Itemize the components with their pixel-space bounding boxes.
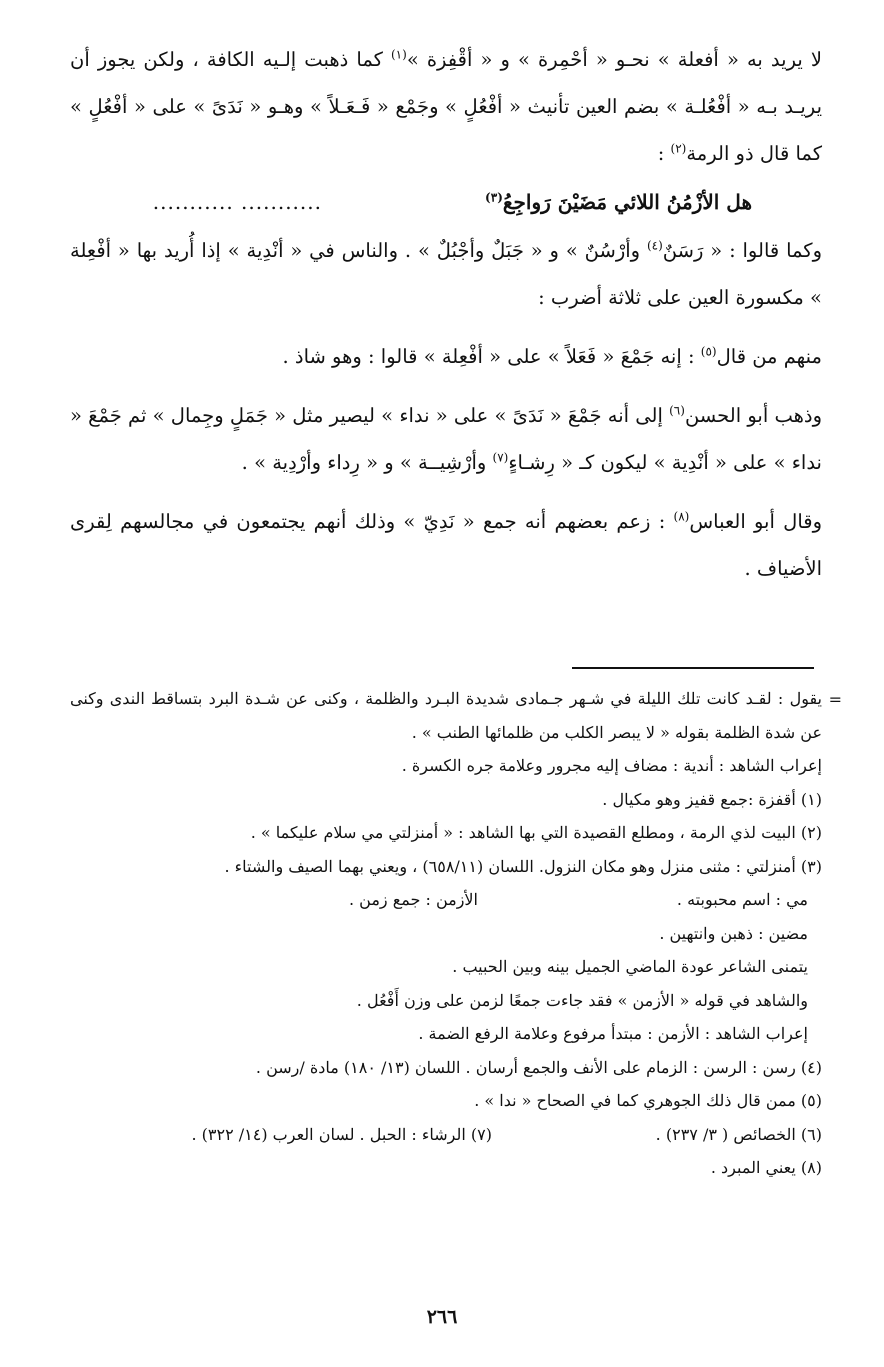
footnote-4: (٤) رسن : الرسن : الزمام على الأنف والجمع أرسان . اللسان (١٣/ ١٨٠) مادة /رسن . <box>255 1057 822 1077</box>
main-text <box>70 36 822 592</box>
footnotes <box>70 682 822 1185</box>
footnote-separator <box>572 667 814 669</box>
footnote-continued: يقول : لقـد كانت تلك الليلة في شـهر جـمادى شديدة البـرد والظلمة ، وكنى عن شـدة البرد بتساقط الندى وكنى عن شدة الظلمة بقوله « لا يبصر الكلب من ظلمائها الطنب » . <box>70 689 823 742</box>
paragraph-5: وقال أبو العباس$^{(٨)}$ : زعم بعضهم أنه جمع « نَدِيّ » وذلك أنهم يجتمعون في مجالسهم لِقرى الأضياف . <box>70 509 823 580</box>
footnote-6: (٦) الخصائص ( ٣/ ٢٣٧) . <box>655 1124 822 1144</box>
poetry-verse <box>70 177 822 227</box>
footnote-3-glossary-row <box>70 883 822 917</box>
footnote-ref-6: (٦) <box>669 403 685 418</box>
verse-second-hemistich: ........... ........... <box>152 190 322 214</box>
verse-first-hemistich: هل الأزْمُنُ اللائي مَضَيْنَ رَواجِعُ$^{(٣)}$ <box>485 190 752 214</box>
footnote-3-meaning: يتمنى الشاعر عودة الماضي الجميل بينه وبين الحبيب . <box>452 957 808 976</box>
footnote-1: (١) أقفزة :جمع قفيز وهو مكيال . <box>602 789 822 809</box>
footnote-3: (٣) أمنزلتي : مثنى منزل وهو مكان النزول. اللسان (٦٥٨/١١) ، ويعني بهما الصيف والشتاء . <box>224 856 822 876</box>
footnote-2: (٢) البيت لذي الرمة ، ومطلع القصيدة التي بها الشاهد : « أمنزلتي مي سلام عليكما » . <box>250 823 822 842</box>
footnote-6-7-row <box>70 1118 822 1152</box>
footnote-continued-parsing: إعراب الشاهد : أندية : مضاف إليه مجرور وعلامة جره الكسرة . <box>401 756 822 775</box>
footnote-ref-7: (٧) <box>492 450 509 465</box>
paragraph-4: وذهب أبو الحسن$^{(٦)}$ إلى أنه جَمْعَ « نَدَىً » على « نداء » ليصير مثل « جَمَلٍ وجِمال » ثم جَمْعَ « نداء » على « أنْدِية » ليكون كـ « رِشـاءٍ$^{(٧)}$ وأرْشِيــة » و « رِداء وأرْدِية » . <box>70 403 822 474</box>
footnote-ref-2: (٢) <box>670 141 687 156</box>
footnote-ref-3: (٣) <box>485 190 503 205</box>
page-number: ٢٦٦ <box>426 1306 458 1328</box>
paragraph-3: منهم من قال$^{(٥)}$ : إنه جَمْعَ « فَعَلاً » على « أفْعِلة » قالوا : وهو شاذ . <box>282 344 822 368</box>
footnote-3-gloss-azmun: الأزمن : جمع زمن . <box>349 890 478 909</box>
footnote-5: (٥) ممن قال ذلك الجوهري كما في الصحاح « ندا » . <box>474 1091 822 1110</box>
paragraph-2: وكما قالوا : « رَسَنٌ$^{(٤)}$ وأرْسُنٌ » و « جَبَلٌ وأجْبُلٌ » . والناس في « أنْدِية » إذا أُريد بها « أفْعِلة » مكسورة العين على ثلاثة أضرب : <box>70 238 822 309</box>
footnote-ref-5: (٥) <box>700 344 717 359</box>
footnote-3-gloss-mayy: مي : اسم محبوبته . <box>676 890 808 909</box>
footnote-7: (٧) الرشاء : الحبل . لسان العرب (١٤/ ٣٢٢) . <box>191 1124 492 1144</box>
footnote-3-evidence: والشاهد في قوله « الأزمن » فقد جاءت جمعًا لزمن على وزن أَفْعُل . <box>356 990 808 1010</box>
footnote-8: (٨) يعني المبرد . <box>710 1158 822 1177</box>
continuation-mark: = <box>828 690 842 709</box>
paragraph-1: لا يريد به « أفعلة » نحـو « أحْمِرة » و « أقْفِزة »$^{(١)}$ كما ذهبت إلـيه الكافة ، ولكن يجوز أن يريـد بـه « أفْعُلـة » بضم العين تأنيث « أفْعُلٍ » وجَمْع « فَـعَـلاً » وهـو « نَدَىً » على « أفْعُلٍ » كما قال ذو الرمة$^{(٢)}$ : <box>70 47 822 165</box>
footnote-3-gloss-madayna: مضين : ذهبن وانتهين . <box>659 923 808 943</box>
footnote-ref-8: (٨) <box>673 509 690 524</box>
footnote-ref-4: (٤) <box>646 238 663 253</box>
footnote-3-parsing: إعراب الشاهد : الأزمن : مبتدأ مرفوع وعلامة الرفع الضمة . <box>418 1024 808 1043</box>
footnote-ref-1: (١) <box>390 47 407 62</box>
